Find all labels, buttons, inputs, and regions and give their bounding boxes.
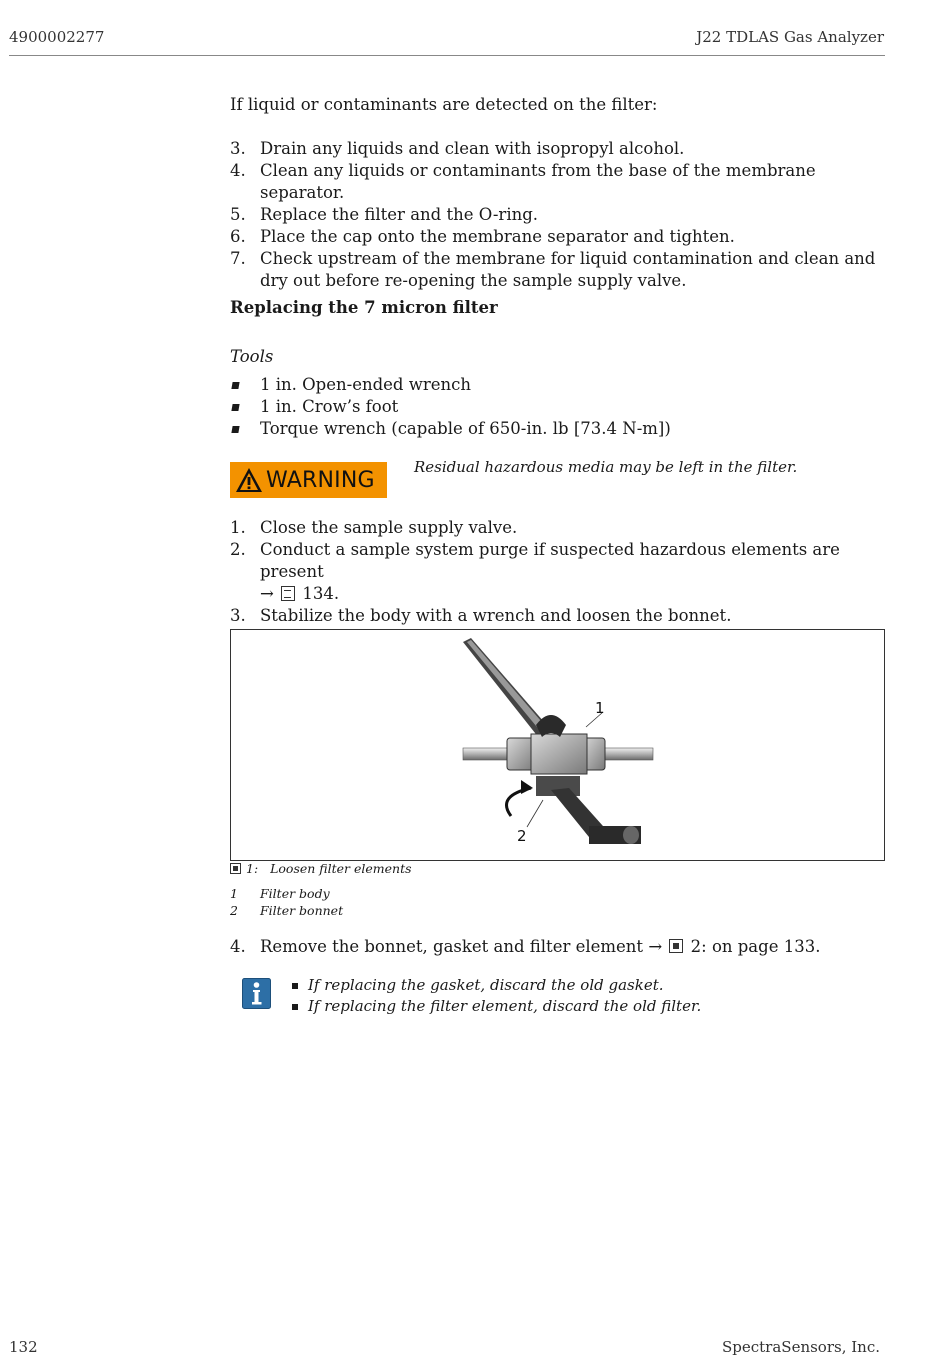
contaminant-steps-list	[230, 138, 890, 292]
bullet-icon	[292, 1004, 298, 1010]
figure-legend-row: 2 Filter bonnet	[230, 903, 344, 918]
header-doc-number: 4900002277	[9, 28, 105, 46]
footer-company: SpectraSensors, Inc.	[722, 1338, 880, 1356]
figure-icon	[230, 863, 241, 874]
page-number: 132	[9, 1338, 38, 1356]
tools-heading: Tools	[230, 347, 274, 366]
list-item: 7. Check upstream of the membrane for liquid contamination and clean and dry out before re-opening the sample supply valve.	[230, 249, 876, 290]
remove-bonnet-step	[230, 936, 890, 958]
page-reference-link[interactable]: 134.	[302, 584, 340, 603]
warning-triangle-icon	[235, 467, 263, 493]
filter-wrench-illustration	[231, 630, 884, 860]
list-item: 4. Remove the bonnet, gasket and filter element → 2: on page 133.	[230, 937, 821, 956]
bullet-icon	[231, 426, 239, 433]
bullet-icon	[231, 382, 239, 389]
page-reference-icon	[281, 586, 295, 601]
bullet-icon	[231, 404, 239, 411]
list-item: 1 in. Open-ended wrench	[230, 374, 890, 396]
info-icon	[242, 978, 271, 1009]
callout-2: 2	[517, 827, 527, 845]
list-item: 1. Close the sample supply valve.	[230, 518, 518, 537]
bullet-icon	[292, 983, 298, 989]
figure-caption: 1: Loosen filter elements	[230, 861, 412, 876]
info-notes-list	[292, 975, 701, 1017]
figure-legend-row: 1 Filter body	[230, 886, 330, 901]
warning-badge	[230, 462, 387, 498]
section-heading: Replacing the 7 micron filter	[230, 298, 498, 317]
intro-text: If liquid or contaminants are detected on the filter:	[230, 95, 658, 114]
figure-reference-link[interactable]: 2: on page 133.	[690, 937, 821, 956]
list-item: If replacing the gasket, discard the old gasket.	[292, 975, 701, 996]
warning-message: Residual hazardous media may be left in the filter.	[414, 458, 798, 476]
list-item: Torque wrench (capable of 650-in. lb [73.4 N-m])	[230, 418, 890, 440]
tools-list	[230, 374, 890, 440]
list-item: 4. Clean any liquids or contaminants from the base of the membrane separator.	[230, 161, 816, 202]
callout-1: 1	[595, 699, 605, 717]
list-item: 1 in. Crow’s foot	[230, 396, 890, 418]
list-item: 2. Conduct a sample system purge if suspected hazardous elements are present → 134.	[230, 540, 840, 603]
list-item: 3. Stabilize the body with a wrench and loosen the bonnet.	[230, 606, 732, 625]
header-divider	[9, 55, 885, 56]
list-item: 5. Replace the filter and the O-ring.	[230, 205, 539, 224]
list-item: If replacing the filter element, discard the old filter.	[292, 996, 701, 1017]
figure-reference-icon	[669, 939, 683, 953]
figure-loosen-filter	[230, 629, 885, 861]
warning-label: WARNING	[266, 467, 375, 493]
header-title: J22 TDLAS Gas Analyzer	[696, 28, 884, 46]
filter-steps-list	[230, 517, 890, 627]
list-item: 3. Drain any liquids and clean with isopropyl alcohol.	[230, 139, 685, 158]
list-item: 6. Place the cap onto the membrane separator and tighten.	[230, 227, 735, 246]
